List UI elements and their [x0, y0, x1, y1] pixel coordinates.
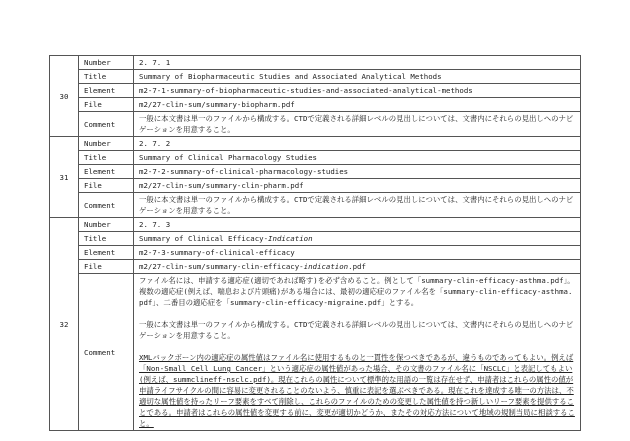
file-prefix: m2/27-clin-sum/summary-clin-efficacy-	[139, 262, 304, 271]
field-label: Number	[79, 56, 134, 70]
number-value: 2. 7. 1	[134, 56, 581, 70]
element-value: m2-7-1-summary-of-biopharmaceutic-studies-and-associated-analytical-methods	[134, 84, 581, 98]
field-label: Title	[79, 151, 134, 165]
table-row	[50, 246, 581, 260]
table-row	[50, 137, 581, 151]
file-italic: indication	[303, 262, 349, 271]
specification-table	[49, 55, 581, 431]
table-row	[50, 193, 581, 218]
comment-paragraph: ファイル名には、申請する適応症(適切であれば略す)を必ず含めること。例として「summary-clin-efficacy-asthma.pdf」。複数の適応症(例えば、喘息および片頭痛)がある場合には、最初の適応症のファイル名を「summary-clin-efficacy-asthma.pdf」、二番目の適応症を「summary-clin-efficacy-migraine.pdf」とする。	[139, 276, 575, 307]
comment-paragraph: XMLバックボーン内の適応症の属性値はファイル名に使用するものと一貫性を保つべきであるが、違うものであってもよい。例えば「Non-Small Cell Lung Cancer」という適応症の属性値があった場合、その文書のファイル名に「NSCLC」と表記してもよい(例えば、summclineff-nsclc.pdf)。現在これらの属性について標準的な用語の一覧は存在せず、申請者はこれらの属性の値が申請ライフサイクルの間に容易に変更されることのないよう、慎重に表記を選ぶべきである。現在これを達成する唯一の方法は、不適切な属性値を持ったリーフ要素をすべて削除し、これらのファイルのための変更した属性値を持つ新しいリーフ要素を提供することである。申請者はこれらの属性値を変更する前に、変更が適切かどうか、またその対応方法について地域の規制当局に相談すること。	[139, 353, 575, 428]
table-row	[50, 165, 581, 179]
file-value	[134, 260, 581, 274]
title-value: Summary of Clinical Pharmacology Studies	[134, 151, 581, 165]
file-value: m2/27-clin-sum/summary-biopharm.pdf	[134, 98, 581, 112]
field-label: Number	[79, 137, 134, 151]
field-label: File	[79, 98, 134, 112]
title-prefix: Summary of Clinical Efficacy-	[139, 234, 269, 243]
section-number: 31	[50, 137, 79, 218]
field-label: File	[79, 260, 134, 274]
element-value: m2-7-3-summary-of-clinical-efficacy	[134, 246, 581, 260]
table-row	[50, 274, 581, 431]
field-label: Element	[79, 165, 134, 179]
field-label: Title	[79, 232, 134, 246]
title-value	[134, 232, 581, 246]
section-number: 30	[50, 56, 79, 137]
table-row	[50, 56, 581, 70]
comment-value: 一般に本文書は単一のファイルから構成する。CTDで定義される詳細レベルの見出しについては、文書内にそれらの見出しへのナビゲーションを用意すること。	[134, 193, 581, 218]
number-value: 2. 7. 3	[134, 218, 581, 232]
number-value: 2. 7. 2	[134, 137, 581, 151]
comment-value: 一般に本文書は単一のファイルから構成する。CTDで定義される詳細レベルの見出しについては、文書内にそれらの見出しへのナビゲーションを用意すること。	[134, 112, 581, 137]
field-label: Number	[79, 218, 134, 232]
table-row	[50, 232, 581, 246]
section-number: 32	[50, 218, 79, 431]
field-label: Comment	[79, 112, 134, 137]
table-row	[50, 179, 581, 193]
field-label: Title	[79, 70, 134, 84]
field-label: Element	[79, 84, 134, 98]
field-label: Comment	[79, 193, 134, 218]
table-row	[50, 218, 581, 232]
table-row	[50, 70, 581, 84]
table-row	[50, 260, 581, 274]
file-suffix: .pdf	[348, 262, 366, 271]
title-value: Summary of Biopharmaceutic Studies and Associated Analytical Methods	[134, 70, 581, 84]
comment-value	[134, 274, 581, 431]
table-row	[50, 112, 581, 137]
title-italic: Indication	[268, 234, 313, 243]
field-label: Element	[79, 246, 134, 260]
field-label: Comment	[79, 274, 134, 431]
element-value: m2-7-2-summary-of-clinical-pharmacology-studies	[134, 165, 581, 179]
table-row	[50, 151, 581, 165]
field-label: File	[79, 179, 134, 193]
table-row	[50, 84, 581, 98]
table-row	[50, 98, 581, 112]
comment-paragraph: 一般に本文書は単一のファイルから構成する。CTDで定義される詳細レベルの見出しについては、文書内にそれらの見出しへのナビゲーションを用意すること。	[139, 320, 574, 340]
file-value: m2/27-clin-sum/summary-clin-pharm.pdf	[134, 179, 581, 193]
